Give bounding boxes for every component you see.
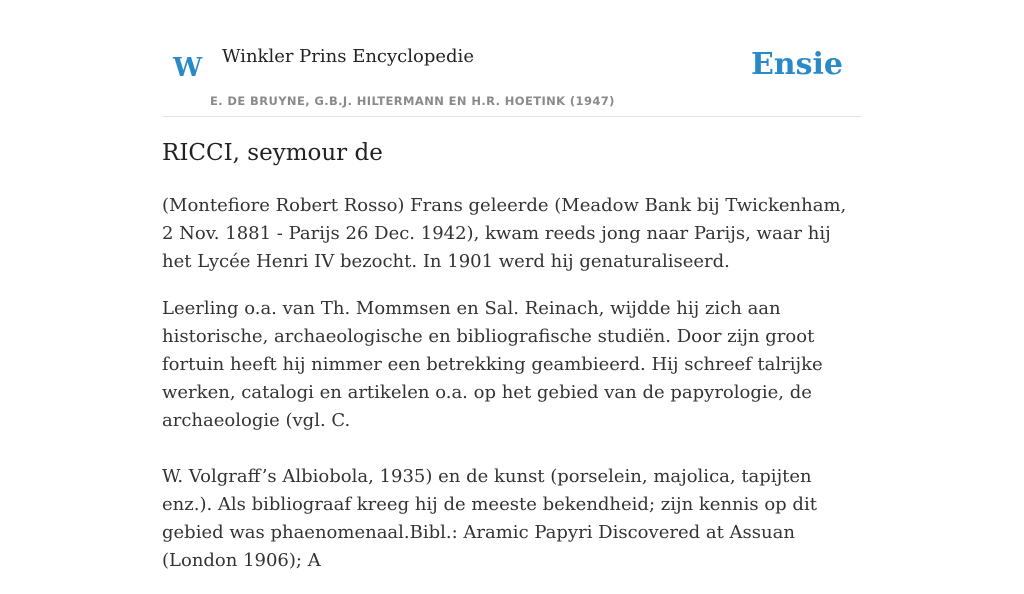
source-logo[interactable]: W (173, 53, 203, 83)
article-paragraph: W. Volgraff’s Albiobola, 1935) en de kunst (porselein, majolica, tapijten enz.). Als bibliograaf kreeg hij de meeste bekendheid; zijn kennis op dit gebied was phaenomenaal.Bibl.: Aramic Papyri Discovered at Assuan (London 1906); A (162, 466, 817, 571)
article-body (162, 192, 862, 594)
article-title: RICCI, seymour de (162, 140, 383, 166)
ensie-brand-logo[interactable]: Ensie (750, 47, 843, 82)
article-paragraph: (Montefiore Robert Rosso) Frans geleerde (Meadow Bank bij Twickenham, 2 Nov. 1881 - Parijs 26 Dec. 1942), kwam reeds jong naar Parijs, waar hij het Lycée Henri IV bezocht. In 1901 werd hij genaturaliseerd. (162, 195, 847, 272)
source-title[interactable]: Winkler Prins Encyclopedie (222, 46, 474, 67)
source-authors: E. DE BRUYNE, G.B.J. HILTERMANN EN H.R. HOETINK (1947) (210, 94, 615, 108)
source-header (162, 0, 862, 117)
article-paragraph: Leerling o.a. van Th. Mommsen en Sal. Reinach, wijdde hij zich aan historische, archaeologische en bibliografische studiën. Door zijn groot fortuin heeft hij nimmer een betrekking geambieerd. Hij schreef talrijke werken, catalogi en artikelen o.a. op het gebied van de papyrologie, de archaeologie (vgl. C. (162, 298, 823, 431)
